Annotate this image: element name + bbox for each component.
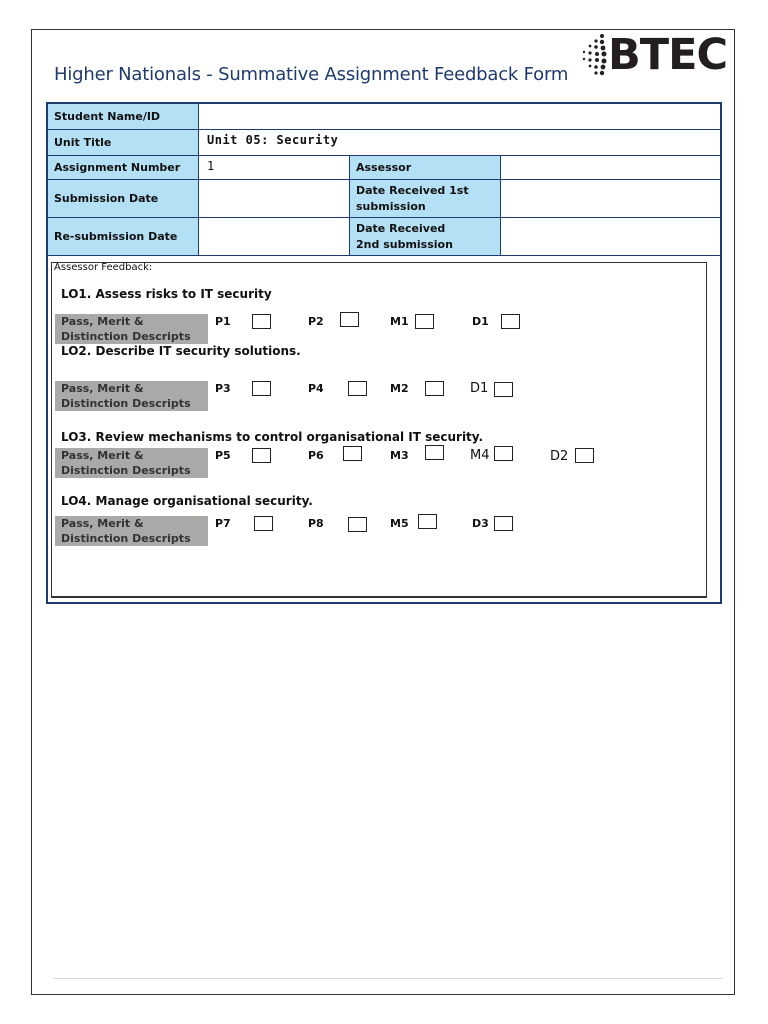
lo2-criterion-d1: D1	[470, 381, 489, 396]
lo2-p4-checkbox[interactable]	[348, 381, 367, 396]
lo2-title: LO2. Describe IT security solutions.	[61, 344, 301, 358]
lo1-p1-checkbox[interactable]	[252, 314, 271, 329]
student-name-field[interactable]	[198, 103, 721, 130]
lo4-criterion-p8: P8	[308, 517, 324, 530]
date-received-2nd-label: Date Received 2nd submission	[349, 217, 501, 256]
lo2-m2-checkbox[interactable]	[425, 381, 444, 396]
lo3-m4-checkbox[interactable]	[494, 446, 513, 461]
lo3-criterion-p6: P6	[308, 449, 324, 462]
lo2-d1-checkbox[interactable]	[494, 382, 513, 397]
assessor-field[interactable]	[500, 155, 721, 180]
lo2-descriptor-label: Pass, Merit & Distinction Descripts	[55, 381, 208, 411]
resubmission-date-label: Re-submission Date	[47, 217, 199, 256]
lo1-p2-checkbox[interactable]	[340, 312, 359, 327]
lo4-d3-checkbox[interactable]	[494, 516, 513, 531]
lo1-criterion-p2: P2	[308, 315, 324, 328]
lo4-m5-checkbox[interactable]	[418, 514, 437, 529]
lo4-p7-checkbox[interactable]	[254, 516, 273, 531]
lo2-criterion-p3: P3	[215, 382, 231, 395]
date-received-2nd-field[interactable]	[500, 217, 721, 256]
date-received-1st-label: Date Received 1st submission	[349, 179, 501, 218]
date-received-1st-field[interactable]	[500, 179, 721, 218]
lo3-d2-checkbox[interactable]	[575, 448, 594, 463]
lo4-p8-checkbox[interactable]	[348, 517, 367, 532]
form-title: Higher Nationals - Summative Assignment Feedback Form	[54, 64, 569, 85]
logo-wordmark: BTEC	[608, 30, 728, 80]
lo4-criterion-p7: P7	[215, 517, 231, 530]
lo3-criterion-m3: M3	[390, 449, 409, 462]
lo3-p6-checkbox[interactable]	[343, 446, 362, 461]
lo3-criterion-p5: P5	[215, 449, 231, 462]
lo1-descriptor-label: Pass, Merit & Distinction Descripts	[55, 314, 208, 344]
unit-title-label: Unit Title	[47, 129, 199, 156]
lo3-m3-checkbox[interactable]	[425, 445, 444, 460]
submission-date-label: Submission Date	[47, 179, 199, 218]
lo4-criterion-m5: M5	[390, 517, 409, 530]
assignment-number-label: Assignment Number	[47, 155, 199, 180]
lo2-p3-checkbox[interactable]	[252, 381, 271, 396]
lo1-criterion-d1: D1	[472, 315, 489, 328]
lo1-title: LO1. Assess risks to IT security	[61, 287, 272, 301]
btec-logo	[578, 32, 730, 82]
lo1-criterion-p1: P1	[215, 315, 231, 328]
submission-date-field[interactable]	[198, 179, 350, 218]
lo1-m1-checkbox[interactable]	[415, 314, 434, 329]
lo3-criterion-d2: D2	[550, 449, 569, 464]
lo1-criterion-m1: M1	[390, 315, 409, 328]
lo3-title: LO3. Review mechanisms to control organisational IT security.	[61, 430, 484, 444]
unit-title-field[interactable]: Unit 05: Security	[198, 129, 721, 156]
student-name-label: Student Name/ID	[47, 103, 199, 130]
lo3-criterion-m4: M4	[470, 448, 490, 463]
lo4-descriptor-label: Pass, Merit & Distinction Descripts	[55, 516, 208, 546]
lo4-title: LO4. Manage organisational security.	[61, 494, 313, 508]
lo2-criterion-p4: P4	[308, 382, 324, 395]
assignment-number-field[interactable]: 1	[198, 155, 350, 180]
lo4-criterion-d3: D3	[472, 517, 489, 530]
lo1-d1-checkbox[interactable]	[501, 314, 520, 329]
resubmission-date-field[interactable]	[198, 217, 350, 256]
lo2-criterion-m2: M2	[390, 382, 409, 395]
lo3-p5-checkbox[interactable]	[252, 448, 271, 463]
footer-divider	[54, 978, 722, 979]
assessor-label: Assessor	[349, 155, 501, 180]
assessor-feedback-label: Assessor Feedback:	[54, 262, 153, 273]
lo3-descriptor-label: Pass, Merit & Distinction Descripts	[55, 448, 208, 478]
